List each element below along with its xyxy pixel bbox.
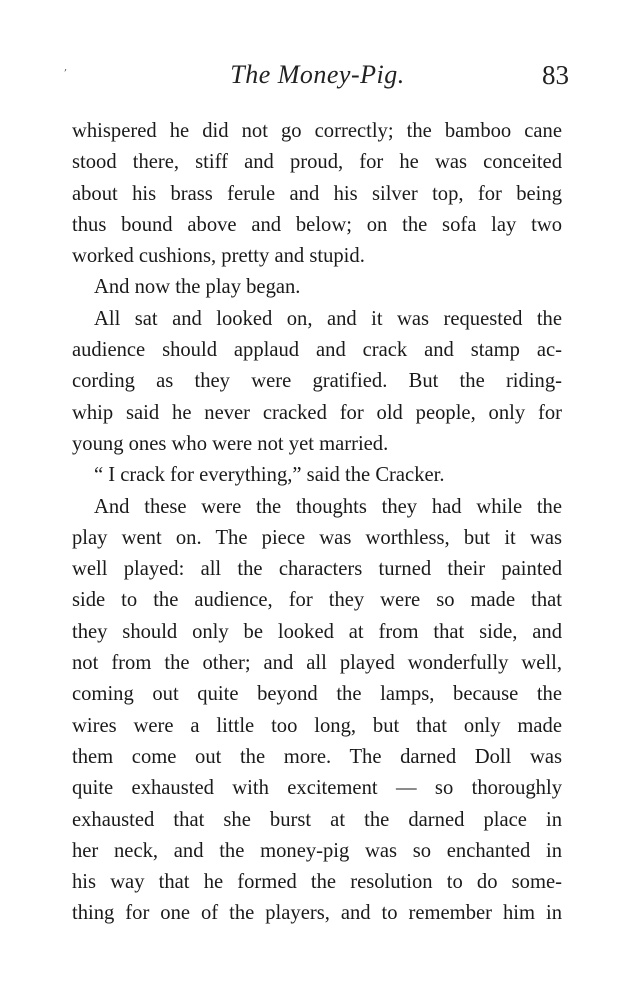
text-line: “ I crack for everything,” said the Cracker. [94, 464, 445, 487]
text-line: exhausted that she burst at the darned place in [72, 808, 562, 831]
text-line: his way that he formed the resolution to do some- [72, 871, 562, 894]
text-line: All sat and looked on, and it was requested the [94, 307, 562, 330]
text-line: audience should applaud and crack and stamp ac- [72, 339, 562, 362]
text-line: thus bound above and below; on the sofa lay two [72, 213, 562, 236]
text-line: they should only be looked at from that side, and [72, 620, 562, 643]
text-line: side to the audience, for they were so made that [72, 589, 562, 612]
text-line: whip said he never cracked for old people, only for [72, 401, 562, 424]
text-line: wires were a little too long, but that only made [72, 714, 562, 737]
text-line: quite exhausted with excitement — so thoroughly [72, 777, 562, 800]
text-line: play went on. The piece was worthless, but it was [72, 526, 562, 549]
text-line: And these were the thoughts they had while the [94, 495, 562, 518]
text-line: thing for one of the players, and to remember him in [72, 902, 562, 925]
body-text [72, 116, 562, 930]
text-line: well played: all the characters turned their painted [72, 558, 562, 581]
text-line: worked cushions, pretty and stupid. [72, 245, 365, 268]
text-line: her neck, and the money-pig was so enchanted in [72, 839, 562, 862]
text-line: young ones who were not yet married. [72, 432, 389, 455]
text-line: whispered he did not go correctly; the bamboo cane [72, 120, 562, 142]
text-line: cording as they were gratified. But the riding- [72, 370, 562, 393]
text-line: coming out quite beyond the lamps, because the [72, 683, 562, 706]
text-line: about his brass ferule and his silver top, for being [72, 182, 562, 205]
running-title: The Money-Pig. [230, 60, 405, 89]
text-line: them come out the more. The darned Doll was [72, 745, 562, 768]
page-header [0, 58, 635, 98]
text-line: stood there, stiff and proud, for he was conceited [72, 151, 562, 174]
text-line: And now the play began. [94, 276, 301, 299]
margin-mark: , [64, 62, 68, 73]
page-number: 83 [542, 60, 569, 90]
text-line: not from the other; and all played wonderfully well, [72, 652, 562, 675]
